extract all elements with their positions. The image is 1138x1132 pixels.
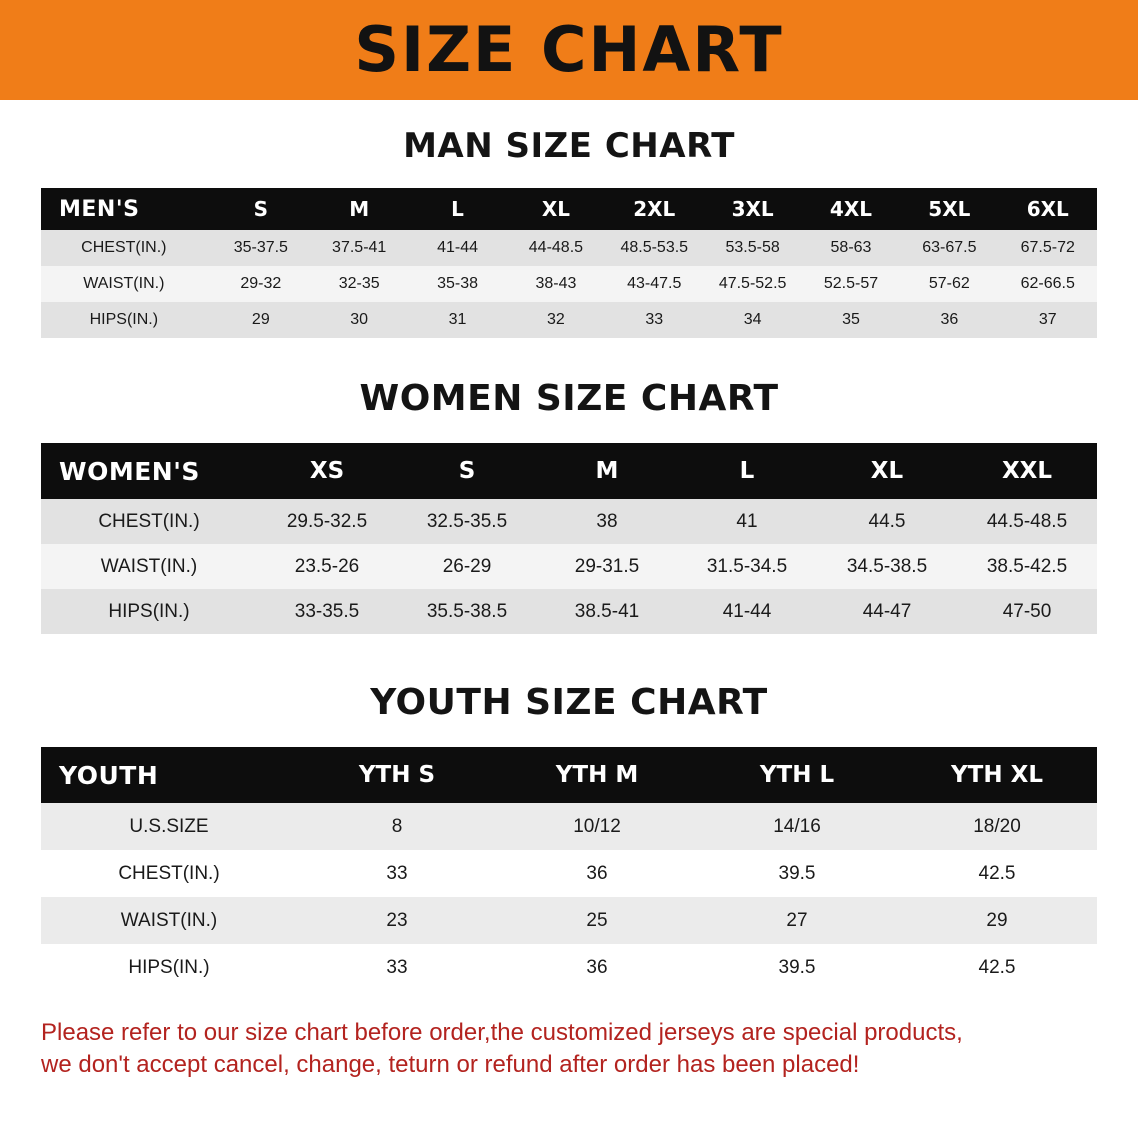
man-cell: 30: [310, 302, 408, 338]
women-cell: 41-44: [677, 589, 817, 634]
women-cell: 23.5-26: [257, 544, 397, 589]
youth-cell: 36: [497, 944, 697, 991]
header-banner: [0, 0, 1138, 100]
women-cell: 33-35.5: [257, 589, 397, 634]
disclaimer-line-2: we don't accept cancel, change, teturn or refund after order has been placed!: [41, 1051, 860, 1079]
man-col-2: M: [310, 188, 408, 230]
man-cell: 32: [507, 302, 605, 338]
youth-cell: 10/12: [497, 803, 697, 850]
women-cell: 35.5-38.5: [397, 589, 537, 634]
table-row: [41, 850, 1097, 897]
youth-cell: 14/16: [697, 803, 897, 850]
women-section-title: WOMEN SIZE CHART: [359, 378, 779, 419]
man-cell: 41-44: [408, 230, 506, 266]
man-col-4: XL: [507, 188, 605, 230]
man-cell: 35-37.5: [212, 230, 310, 266]
youth-cell: 18/20: [897, 803, 1097, 850]
women-cell: 38: [537, 499, 677, 544]
man-row-label-chest: CHEST(IN.): [41, 230, 212, 266]
table-row: [41, 803, 1097, 850]
youth-cell: 27: [697, 897, 897, 944]
table-row: [41, 266, 1097, 302]
man-corner-label: MEN'S: [41, 188, 212, 230]
youth-col-4: YTH XL: [897, 747, 1097, 803]
youth-cell: 25: [497, 897, 697, 944]
table-header-row: [41, 747, 1097, 803]
table-row: [41, 944, 1097, 991]
youth-cell: 33: [297, 850, 497, 897]
women-cell: 44.5: [817, 499, 957, 544]
man-cell: 67.5-72: [999, 230, 1097, 266]
man-cell: 37.5-41: [310, 230, 408, 266]
man-cell: 63-67.5: [900, 230, 998, 266]
man-col-7: 4XL: [802, 188, 900, 230]
man-cell: 31: [408, 302, 506, 338]
women-row-label-waist: WAIST(IN.): [41, 544, 257, 589]
women-cell: 26-29: [397, 544, 537, 589]
man-cell: 33: [605, 302, 703, 338]
women-cell: 31.5-34.5: [677, 544, 817, 589]
women-row-label-hips: HIPS(IN.): [41, 589, 257, 634]
man-cell: 43-47.5: [605, 266, 703, 302]
man-cell: 44-48.5: [507, 230, 605, 266]
women-col-5: XL: [817, 443, 957, 499]
youth-cell: 42.5: [897, 944, 1097, 991]
table-header-row: [41, 188, 1097, 230]
women-col-3: M: [537, 443, 677, 499]
man-cell: 29: [212, 302, 310, 338]
table-header-row: [41, 443, 1097, 499]
man-col-5: 2XL: [605, 188, 703, 230]
man-cell: 52.5-57: [802, 266, 900, 302]
youth-row-label-us-size: U.S.SIZE: [41, 803, 297, 850]
man-cell: 47.5-52.5: [703, 266, 801, 302]
man-cell: 38-43: [507, 266, 605, 302]
youth-row-label-waist: WAIST(IN.): [41, 897, 297, 944]
youth-cell: 36: [497, 850, 697, 897]
women-size-table: [41, 443, 1097, 634]
man-cell: 35: [802, 302, 900, 338]
women-cell: 29-31.5: [537, 544, 677, 589]
youth-row-label-chest: CHEST(IN.): [41, 850, 297, 897]
women-col-6: XXL: [957, 443, 1097, 499]
man-col-3: L: [408, 188, 506, 230]
women-col-4: L: [677, 443, 817, 499]
disclaimer-line-1: Please refer to our size chart before order,the customized jerseys are special products,: [41, 1019, 963, 1046]
man-cell: 53.5-58: [703, 230, 801, 266]
table-row: [41, 499, 1097, 544]
man-cell: 32-35: [310, 266, 408, 302]
youth-cell: 39.5: [697, 944, 897, 991]
man-row-label-hips: HIPS(IN.): [41, 302, 212, 338]
disclaimer-note: [41, 1017, 1097, 1082]
man-row-label-waist: WAIST(IN.): [41, 266, 212, 302]
women-cell: 47-50: [957, 589, 1097, 634]
youth-cell: 42.5: [897, 850, 1097, 897]
women-cell: 44.5-48.5: [957, 499, 1097, 544]
youth-col-1: YTH S: [297, 747, 497, 803]
women-cell: 32.5-35.5: [397, 499, 537, 544]
man-section-title: MAN SIZE CHART: [403, 126, 735, 166]
women-cell: 38.5-42.5: [957, 544, 1097, 589]
youth-col-2: YTH M: [497, 747, 697, 803]
table-row: [41, 589, 1097, 634]
man-cell: 29-32: [212, 266, 310, 302]
man-cell: 62-66.5: [999, 266, 1097, 302]
man-cell: 48.5-53.5: [605, 230, 703, 266]
man-col-8: 5XL: [900, 188, 998, 230]
youth-cell: 8: [297, 803, 497, 850]
table-row: [41, 302, 1097, 338]
youth-cell: 39.5: [697, 850, 897, 897]
page-title: SIZE CHART: [354, 13, 784, 86]
women-cell: 34.5-38.5: [817, 544, 957, 589]
youth-section-title: YOUTH SIZE CHART: [370, 682, 768, 723]
table-row: [41, 230, 1097, 266]
women-row-label-chest: CHEST(IN.): [41, 499, 257, 544]
youth-col-3: YTH L: [697, 747, 897, 803]
youth-cell: 33: [297, 944, 497, 991]
women-corner-label: WOMEN'S: [41, 443, 257, 499]
man-size-table: [41, 188, 1097, 338]
youth-cell: 29: [897, 897, 1097, 944]
women-col-1: XS: [257, 443, 397, 499]
man-col-1: S: [212, 188, 310, 230]
man-col-6: 3XL: [703, 188, 801, 230]
man-col-9: 6XL: [999, 188, 1097, 230]
women-cell: 29.5-32.5: [257, 499, 397, 544]
man-cell: 57-62: [900, 266, 998, 302]
man-cell: 34: [703, 302, 801, 338]
youth-size-table: [41, 747, 1097, 991]
table-row: [41, 544, 1097, 589]
man-cell: 37: [999, 302, 1097, 338]
man-cell: 58-63: [802, 230, 900, 266]
women-cell: 44-47: [817, 589, 957, 634]
women-cell: 38.5-41: [537, 589, 677, 634]
table-row: [41, 897, 1097, 944]
women-cell: 41: [677, 499, 817, 544]
man-cell: 35-38: [408, 266, 506, 302]
youth-cell: 23: [297, 897, 497, 944]
youth-corner-label: YOUTH: [41, 747, 297, 803]
youth-row-label-hips: HIPS(IN.): [41, 944, 297, 991]
women-col-2: S: [397, 443, 537, 499]
man-cell: 36: [900, 302, 998, 338]
